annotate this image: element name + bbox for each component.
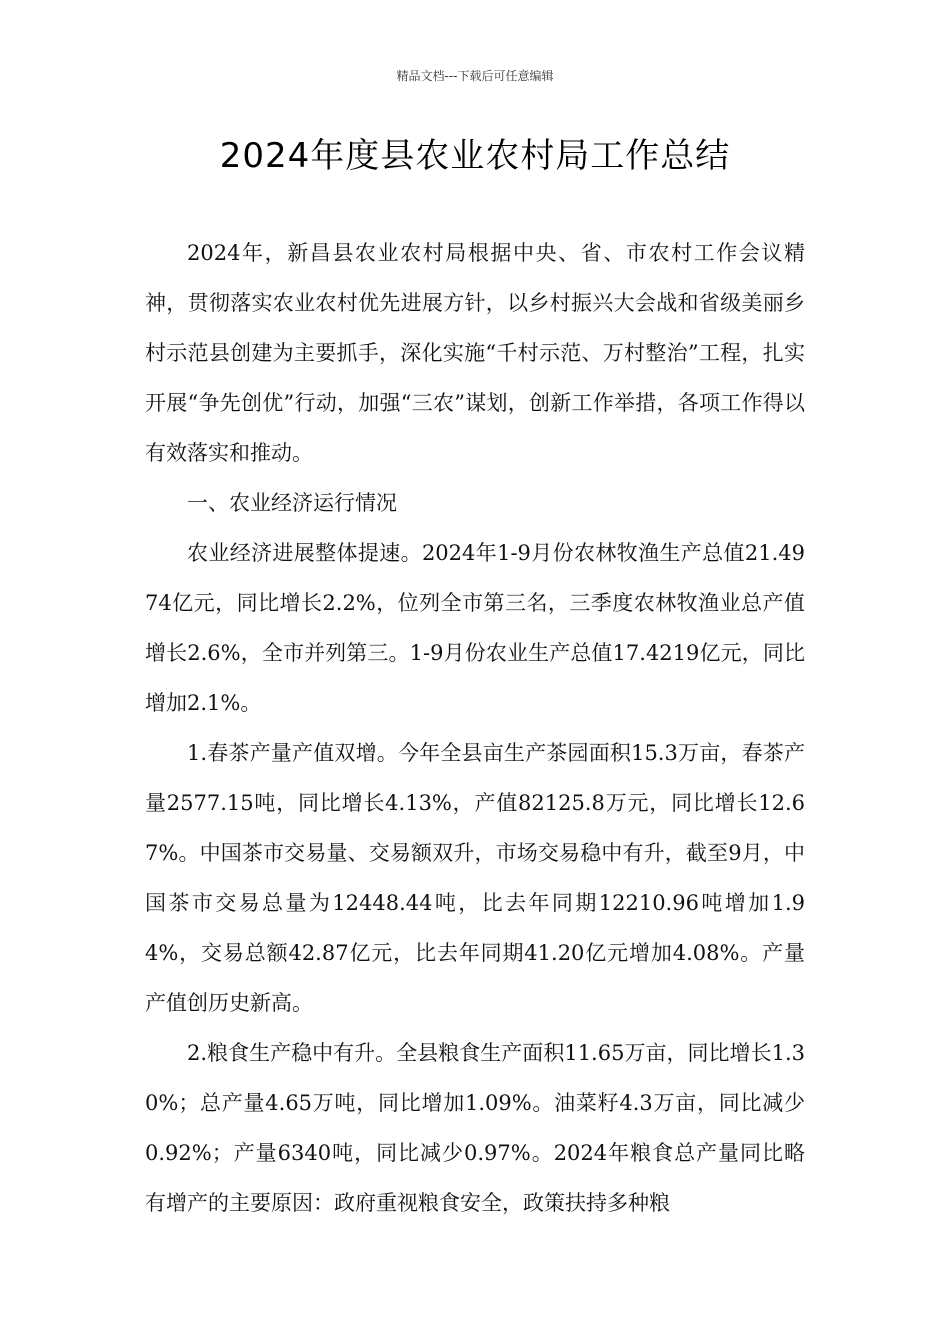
paragraph-intro: 2024年，新昌县农业农村局根据中央、省、市农村工作会议精神，贯彻落实农业农村优先进展方针，以乡村振兴大会战和省级美丽乡村示范县创建为主要抓手，深化实施“千村示范、万村整治”工程，扎实开展“争先创优”行动，加强“三农”谋划，创新工作举措，各项工作得以有效落实和推动。 <box>145 241 805 465</box>
section-heading-1: 一、农业经济运行情况 <box>187 491 397 515</box>
paragraph-grain: 2.粮食生产稳中有升。全县粮食生产面积11.65万亩，同比增长1.30%；总产量4.65万吨，同比增加1.09%。油菜籽4.3万亩，同比减少0.92%；产量6340吨，同比减少0.97%。2024年粮食总产量同比略有增产的主要原因：政府重视粮食安全，政策扶持多种粮 <box>145 1041 805 1215</box>
paragraph-economy: 农业经济进展整体提速。2024年1-9月份农林牧渔生产总值21.4974亿元，同比增长2.2%，位列全市第三名，三季度农林牧渔业总产值增长2.6%，全市并列第三。1-9月份农业生产总值17.4219亿元，同比增加2.1%。 <box>145 541 805 715</box>
header-note: 精品文档---下载后可任意编辑 <box>396 69 554 83</box>
paragraph-spring-tea: 1.春茶产量产值双增。今年全县亩生产茶园面积15.3万亩，春茶产量2577.15吨，同比增长4.13%，产值82125.8万元，同比增长12.67%。中国茶市交易量、交易额双升，市场交易稳中有升，截至9月，中国茶市交易总量为12448.44吨，比去年同期12210.96吨增加1.94%，交易总额42.87亿元，比去年同期41.20亿元增加4.08%。产量产值创历史新高。 <box>145 741 805 1015</box>
document-body <box>145 228 805 1228</box>
document-title: 2024年度县农业农村局工作总结 <box>219 136 731 176</box>
